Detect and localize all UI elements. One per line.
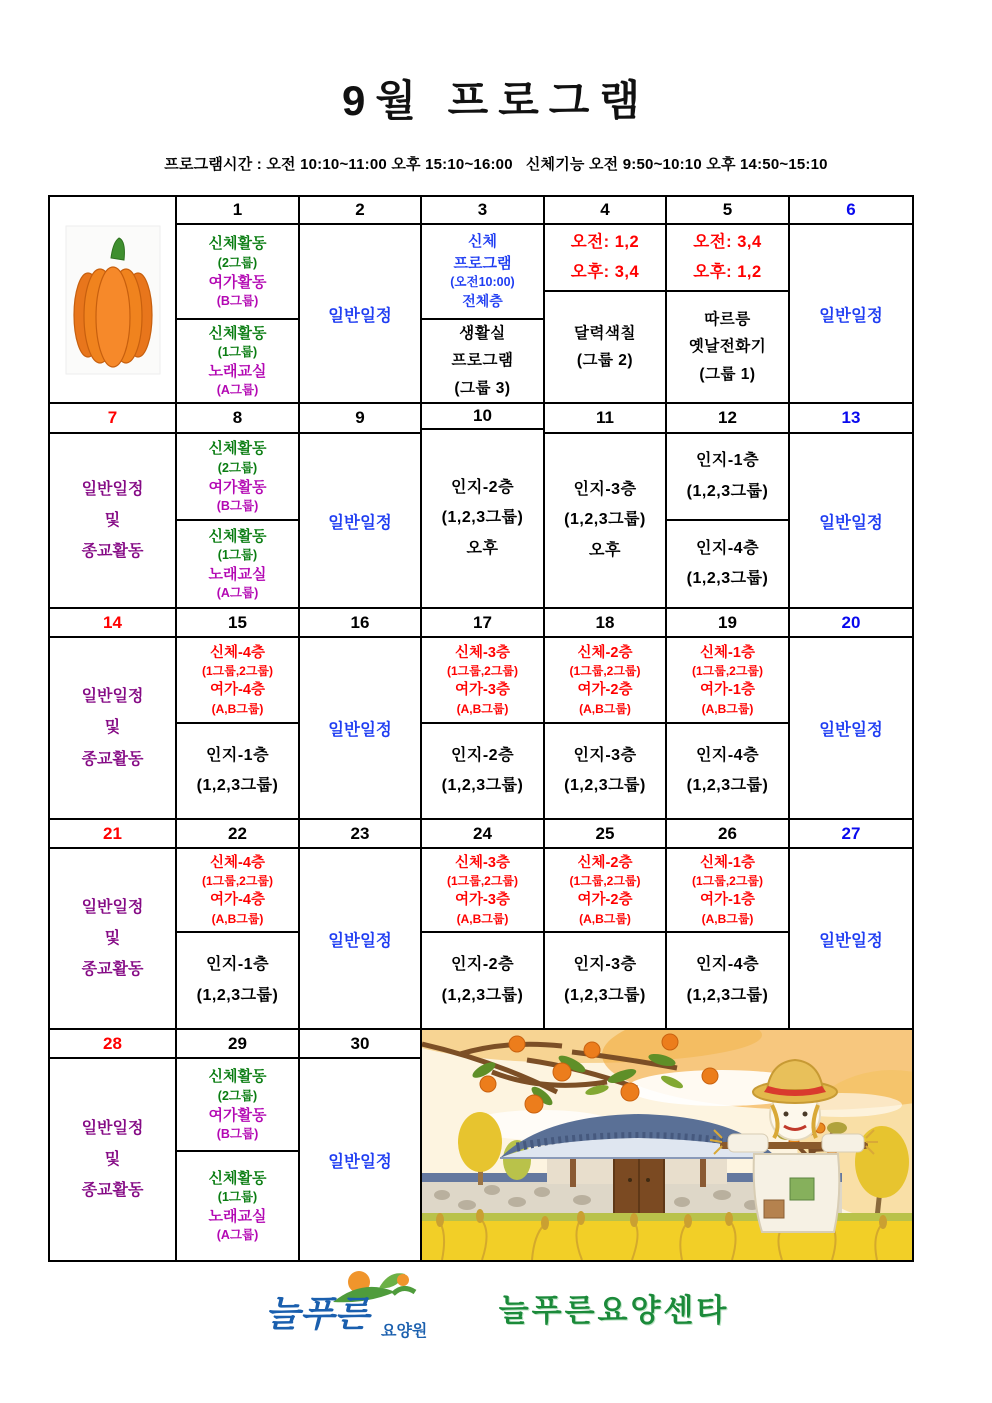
schedule-line: (1그룹,2그룹)	[201, 664, 274, 679]
cognitive-program	[177, 724, 298, 818]
cognitive-program	[545, 933, 665, 1028]
date-number: 21	[103, 823, 122, 843]
date-number: 23	[350, 823, 370, 843]
schedule-line: 인지-3층	[573, 746, 637, 764]
morning-activities	[177, 1059, 298, 1152]
schedule-line: 일반일정	[328, 306, 392, 325]
cognitive-program	[422, 724, 543, 818]
cognitive-program	[177, 933, 298, 1028]
schedule-line: 여가활동	[208, 478, 267, 496]
date-label	[667, 404, 788, 434]
floor-activities	[177, 849, 298, 933]
schedule-line: 일반일정	[819, 513, 883, 532]
schedule-line: 종교활동	[81, 543, 144, 561]
week-row-4	[50, 818, 912, 1028]
autumn-scene-cell	[420, 1030, 912, 1260]
schedule-line: 신체활동	[208, 1068, 267, 1086]
schedule-line: 인지-1층	[695, 452, 760, 470]
footer	[0, 1268, 992, 1346]
date-label	[545, 609, 665, 638]
date-label	[790, 197, 912, 225]
day-cell-21	[50, 820, 175, 1028]
floor-activities	[545, 638, 665, 724]
cognitive-program	[667, 521, 788, 607]
date-number: 18	[595, 612, 615, 632]
schedule-line: 일반일정	[81, 1119, 144, 1137]
day-cell-20	[788, 609, 912, 818]
floor-activities	[667, 849, 788, 933]
schedule-line: (A,B그룹)	[579, 701, 631, 716]
schedule-line: (A그룹)	[216, 383, 259, 398]
schedule-line: 종교활동	[81, 961, 144, 979]
morning-activities	[177, 434, 298, 521]
schedule-line: (A,B그룹)	[211, 701, 264, 716]
date-label	[300, 404, 420, 434]
date-label	[790, 404, 912, 434]
schedule-line: (1그룹)	[217, 1190, 258, 1205]
date-label	[50, 820, 175, 849]
date-number: 30	[350, 1033, 370, 1053]
week-row-5	[50, 1028, 912, 1260]
general-schedule	[300, 849, 420, 1028]
schedule-line: (1,2,3그룹)	[196, 777, 279, 794]
afternoon-activities	[177, 320, 298, 402]
schedule-line: 인지-2층	[450, 479, 515, 497]
day-cell-30	[298, 1030, 420, 1260]
date-number: 16	[350, 612, 370, 632]
date-label	[422, 404, 543, 430]
day-cell-13	[788, 404, 912, 607]
floor-activities	[177, 638, 298, 724]
date-number: 1	[232, 200, 243, 219]
schedule-line: (1,2,3그룹)	[441, 777, 524, 794]
schedule-line: 전체층	[462, 292, 503, 309]
schedule-line: 프로그램	[451, 352, 514, 370]
schedule-line: (1,2,3그룹)	[564, 511, 646, 529]
schedule-line: 일반일정	[328, 513, 392, 532]
day-cell-5	[665, 197, 788, 402]
date-number: 27	[841, 823, 861, 843]
date-number: 6	[846, 200, 856, 219]
date-number: 10	[473, 406, 492, 426]
date-number: 28	[103, 1033, 122, 1053]
schedule-line: 신체-2층	[577, 644, 633, 661]
day-cell-24	[420, 820, 543, 1028]
schedule-line: 인지-4층	[695, 956, 760, 974]
schedule-line: 생활실	[459, 325, 506, 343]
schedule-line: 및	[104, 719, 121, 737]
week-row-3	[50, 607, 912, 818]
day-cell-3	[420, 197, 543, 402]
schedule-line: 노래교실	[208, 1208, 267, 1225]
schedule-line: (A그룹)	[216, 1228, 259, 1243]
schedule-line: (A,B그룹)	[579, 911, 631, 926]
autumn-scarecrow-illustration	[422, 1030, 912, 1260]
sunday-schedule	[50, 434, 175, 607]
day-cell-17	[420, 609, 543, 818]
schedule-line: 여가-4층	[210, 892, 265, 908]
date-label	[177, 1030, 298, 1059]
date-label	[50, 1030, 175, 1059]
general-schedule	[300, 225, 420, 402]
date-number: 5	[722, 200, 733, 219]
schedule-line: 신체활동	[208, 440, 267, 458]
schedule-line: 프로그램	[453, 254, 512, 272]
schedule-line: 오후	[589, 541, 621, 559]
date-label	[177, 820, 298, 849]
date-number: 25	[595, 823, 615, 843]
date-label	[300, 197, 420, 225]
schedule-line: (B그룹)	[216, 293, 259, 308]
date-label	[545, 820, 665, 849]
date-number: 29	[228, 1033, 247, 1053]
schedule-line: 여가-1층	[700, 682, 755, 698]
schedule-line: 인지-3층	[573, 480, 637, 498]
date-label	[667, 820, 788, 849]
schedule-line: (1그룹,2그룹)	[201, 874, 274, 889]
date-number: 7	[107, 408, 118, 427]
schedule-line: 인지-2층	[450, 746, 515, 764]
schedule-line: 여가-2층	[577, 682, 633, 698]
date-number: 20	[841, 612, 861, 632]
floor-activities	[667, 638, 788, 724]
page-title: 9월 프로그램	[342, 77, 650, 124]
neulpureun-logo	[263, 1268, 453, 1346]
body-program	[422, 225, 543, 320]
date-number: 12	[718, 408, 737, 427]
date-label	[300, 609, 420, 638]
schedule-line: 신체활동	[208, 1169, 267, 1187]
day-cell-25	[543, 820, 665, 1028]
date-number: 3	[477, 200, 488, 219]
group-times	[545, 225, 665, 292]
date-label	[177, 609, 298, 638]
date-label	[422, 820, 543, 849]
schedule-line: 신체-3층	[455, 644, 510, 661]
schedule-line: (1,2,3그룹)	[441, 986, 524, 1004]
general-schedule	[790, 638, 912, 818]
schedule-line: 일반일정	[81, 898, 144, 916]
cognitive-program	[545, 434, 665, 607]
schedule-line: 인지-4층	[695, 539, 760, 557]
schedule-line: (1그룹,2그룹)	[569, 874, 641, 889]
schedule-line: 일반일정	[328, 1152, 392, 1171]
sunday-schedule	[50, 1059, 175, 1260]
schedule-line: 일반일정	[81, 480, 144, 498]
september-calendar-table	[48, 195, 914, 1262]
date-number: 11	[596, 408, 614, 427]
schedule-line: 여가-3층	[455, 682, 510, 698]
day-cell-29	[175, 1030, 298, 1260]
schedule-line: (1,2,3그룹)	[686, 777, 769, 794]
day-cell-16	[298, 609, 420, 818]
schedule-line: 신체-4층	[210, 644, 265, 661]
schedule-line: 달력색칠	[574, 324, 636, 342]
date-number: 8	[232, 408, 243, 427]
schedule-line: 인지-1층	[205, 746, 270, 764]
schedule-line: (그룹 1)	[699, 365, 756, 383]
schedule-line: 오후	[466, 539, 499, 557]
day-cell-15	[175, 609, 298, 818]
schedule-line: 여가-3층	[455, 892, 510, 908]
general-schedule	[790, 434, 912, 607]
schedule-line: (B그룹)	[216, 1126, 259, 1141]
calendar-coloring	[545, 292, 665, 402]
schedule-line: (A,B그룹)	[211, 911, 264, 926]
day-cell-11	[543, 404, 665, 607]
cognitive-program	[422, 430, 543, 607]
schedule-line: (그룹 3)	[454, 379, 511, 397]
day-cell-8	[175, 404, 298, 607]
cognitive-program	[422, 933, 543, 1028]
day-cell-14	[50, 609, 175, 818]
schedule-line: 여가-2층	[577, 892, 633, 908]
schedule-line: 신체-1층	[700, 854, 755, 871]
day-cell-27	[788, 820, 912, 1028]
schedule-line: (1그룹)	[217, 548, 258, 563]
date-number: 15	[228, 612, 247, 632]
schedule-line: 및	[104, 511, 121, 529]
schedule-line: (1그룹,2그룹)	[691, 874, 764, 889]
afternoon-activities	[177, 1152, 298, 1260]
schedule-line: 일반일정	[81, 688, 144, 706]
date-label	[422, 197, 543, 225]
schedule-line: 신체-1층	[700, 644, 755, 661]
week-row-2	[50, 402, 912, 607]
schedule-line: 일반일정	[819, 931, 883, 950]
center-name: 늘푸른요양센타	[498, 1292, 730, 1328]
morning-activities	[177, 225, 298, 320]
schedule-line: (1그룹)	[217, 345, 258, 360]
floor-activities	[422, 638, 543, 724]
cognitive-program	[545, 724, 665, 818]
schedule-line: 여가활동	[208, 1106, 267, 1124]
schedule-line: 종교활동	[81, 750, 144, 768]
schedule-line: (1그룹,2그룹)	[569, 664, 641, 679]
date-number: 2	[355, 200, 365, 219]
schedule-line: 인지-3층	[573, 956, 637, 974]
general-schedule	[790, 849, 912, 1028]
schedule-line: 일반일정	[819, 306, 883, 325]
date-label	[50, 404, 175, 434]
date-label	[545, 404, 665, 434]
general-schedule	[300, 1059, 420, 1260]
schedule-line: (1,2,3그룹)	[564, 986, 646, 1004]
living-room-program	[422, 320, 543, 402]
day-cell-2	[298, 197, 420, 402]
schedule-line: (A,B그룹)	[701, 701, 754, 716]
schedule-line: (2그룹)	[217, 1088, 258, 1103]
schedule-line: 및	[104, 1150, 121, 1168]
day-cell-9	[298, 404, 420, 607]
schedule-line: (1,2,3그룹)	[441, 509, 524, 527]
schedule-line: (A,B그룹)	[456, 701, 509, 716]
date-label	[50, 609, 175, 638]
schedule-line: 신체활동	[208, 235, 267, 253]
schedule-line: (1,2,3그룹)	[686, 482, 769, 500]
date-number: 22	[228, 823, 247, 843]
schedule-line: 인지-4층	[695, 746, 760, 764]
cognitive-program	[667, 724, 788, 818]
schedule-line: (1,2,3그룹)	[686, 570, 769, 587]
day-cell-1	[175, 197, 298, 402]
sunday-schedule	[50, 849, 175, 1028]
day-cell-12	[665, 404, 788, 607]
schedule-line: (1,2,3그룹)	[686, 986, 769, 1004]
schedule-line: 오전: 1,2	[570, 233, 640, 252]
date-label	[790, 609, 912, 638]
schedule-line: 및	[104, 929, 121, 947]
schedule-line: (2그룹)	[217, 255, 258, 270]
general-schedule	[790, 225, 912, 402]
date-label	[790, 820, 912, 849]
schedule-line: 일반일정	[328, 721, 392, 739]
floor-activities	[422, 849, 543, 933]
date-label	[177, 404, 298, 434]
schedule-line: 노래교실	[208, 363, 267, 380]
schedule-line: 신체-3층	[455, 854, 510, 871]
date-label	[667, 197, 788, 225]
logo-main-text: 늘푸른	[264, 1293, 370, 1334]
schedule-line: 일반일정	[328, 931, 392, 950]
date-label	[545, 197, 665, 225]
date-label	[300, 1030, 420, 1059]
date-number: 4	[600, 200, 610, 219]
schedule-line: 신체활동	[208, 527, 267, 545]
general-schedule	[300, 638, 420, 818]
date-label	[667, 609, 788, 638]
schedule-line: 따르릉	[704, 311, 751, 329]
old-phone-activity	[667, 292, 788, 402]
schedule-line: 노래교실	[208, 566, 267, 583]
general-schedule	[300, 434, 420, 607]
day-cell-18	[543, 609, 665, 818]
schedule-line: 여가-1층	[700, 892, 755, 908]
day-cell-7	[50, 404, 175, 607]
group-times	[667, 225, 788, 292]
schedule-line: (1그룹,2그룹)	[446, 874, 519, 889]
schedule-line: 일반일정	[819, 721, 883, 739]
day-cell-23	[298, 820, 420, 1028]
date-number: 17	[473, 612, 492, 632]
schedule-line: (A,B그룹)	[701, 911, 754, 926]
schedule-line: 여가활동	[208, 273, 267, 291]
schedule-line: 오후: 1,2	[693, 262, 762, 281]
schedule-line: (A그룹)	[216, 586, 259, 601]
day-cell-26	[665, 820, 788, 1028]
schedule-line: 여가-4층	[210, 682, 265, 698]
day-cell-22	[175, 820, 298, 1028]
logo-sub-text: 요양원	[380, 1323, 428, 1340]
floor-activities	[545, 849, 665, 933]
date-number: 26	[718, 823, 737, 843]
schedule-line: (그룹 2)	[576, 352, 634, 369]
date-label	[177, 197, 298, 225]
date-number: 24	[473, 823, 492, 843]
day-cell-4	[543, 197, 665, 402]
day-cell-28	[50, 1030, 175, 1260]
program-schedule-line: 프로그램시간 : 오전 10:10~11:00 오후 15:10~16:00 신체기능 오전 9:50~10:10 오후 14:50~15:10	[164, 156, 828, 173]
schedule-line: (오전10:00)	[450, 274, 515, 289]
schedule-line: (2그룹)	[217, 460, 258, 475]
schedule-line: 신체	[468, 233, 497, 251]
schedule-line: (1그룹,2그룹)	[446, 664, 519, 679]
schedule-line: 신체-4층	[210, 854, 265, 871]
afternoon-activities	[177, 521, 298, 607]
pumpkin-image-cell	[50, 197, 175, 402]
cognitive-program	[667, 434, 788, 521]
date-number: 14	[103, 612, 122, 632]
date-number: 19	[718, 612, 737, 632]
schedule-line: (1,2,3그룹)	[196, 986, 279, 1004]
date-number: 13	[841, 408, 861, 427]
date-number: 9	[355, 408, 365, 427]
date-label	[422, 609, 543, 638]
schedule-line: 인지-1층	[205, 956, 270, 974]
day-cell-6	[788, 197, 912, 402]
schedule-line: 인지-2층	[450, 956, 515, 974]
day-cell-10	[420, 404, 543, 607]
date-label	[300, 820, 420, 849]
schedule-line: (A,B그룹)	[456, 911, 509, 926]
schedule-line: 오전: 3,4	[693, 233, 762, 252]
schedule-line: 옛날전화기	[688, 338, 767, 356]
schedule-line: 신체-2층	[577, 854, 633, 871]
sunday-schedule	[50, 638, 175, 818]
day-cell-19	[665, 609, 788, 818]
schedule-line: (1그룹,2그룹)	[691, 664, 764, 679]
schedule-line: 신체활동	[208, 324, 267, 342]
schedule-line: (1,2,3그룹)	[564, 777, 646, 794]
schedule-line: 종교활동	[81, 1182, 144, 1200]
week-row-1	[50, 197, 912, 402]
schedule-line: 오후: 3,4	[570, 262, 640, 281]
cognitive-program	[667, 933, 788, 1028]
pumpkin-illustration	[58, 220, 168, 380]
schedule-line: (B그룹)	[216, 498, 259, 513]
